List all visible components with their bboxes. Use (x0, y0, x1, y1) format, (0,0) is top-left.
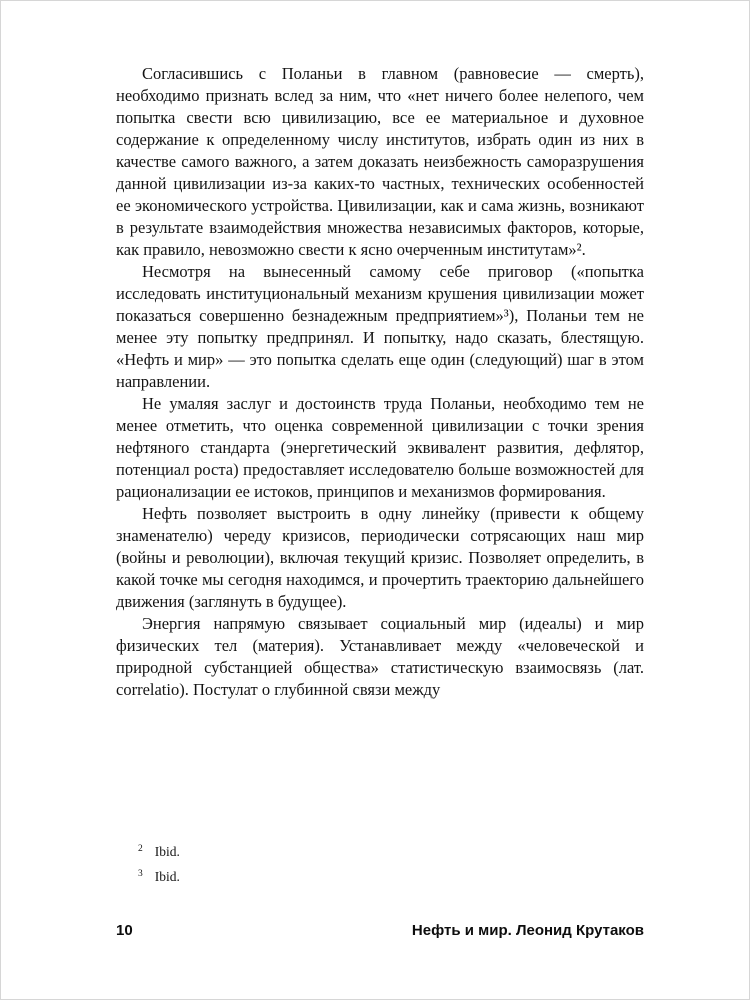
paragraph: Согласившись с Поланьи в главном (равновесие — смерть), необходимо признать вслед за ним, что «нет ничего более нелепого, чем попытка свести всю цивилизацию, все ее материальное и духовное содержание к определенному числу институтов, избрать один из них в качестве самого важного, а затем доказать неизбежность саморазрушения данной цивилизации из-за каких-то частных, технических особенностей ее экономического устройства. Цивилизации, как и сама жизнь, возникают в результате взаимодействия множества независимых факторов, которые, как правило, невозможно свести к ясно очерченным институтам»². (116, 64, 644, 259)
page-footer (116, 922, 644, 939)
footnote (116, 839, 644, 864)
footnote-marker: 2 (138, 843, 143, 854)
footnote-marker: 3 (138, 868, 143, 879)
paragraph: Энергия напрямую связывает социальный мир (идеалы) и мир физических тел (материя). Устанавливает между «человеческой и природной субстанцией общества» статистическую взаимосвязь (лат. correlatio). Постулат о глубинной связи между (116, 614, 644, 699)
footnote-text: Ibid. (154, 869, 180, 884)
page-number: 10 (116, 922, 133, 939)
running-title: Нефть и мир. Леонид Крутаков (411, 922, 644, 939)
paragraph: Нефть позволяет выстроить в одну линейку (привести к общему знаменателю) череду кризисов, периодически сотрясающих наш мир (войны и революции), включая текущий кризис. Позволяет определить, в какой точке мы сегодня находимся, и прочертить траекторию дальнейшего движения (заглянуть в будущее). (116, 504, 644, 611)
body-text-block (116, 63, 644, 701)
footnote (116, 864, 644, 889)
footnotes-block (116, 839, 644, 889)
footnote-text: Ibid. (154, 844, 180, 859)
paragraph: Не умаляя заслуг и достоинств труда Поланьи, необходимо тем не менее отметить, что оценка современной цивилизации с точки зрения нефтяного стандарта (энергетический эквивалент развития, дефлятор, потенциал роста) предоставляет исследователю больше возможностей для рационализации ее истоков, принципов и механизмов формирования. (116, 394, 644, 501)
paragraph: Несмотря на вынесенный самому себе приговор («попытка исследовать институциональный механизм крушения цивилизации может показаться совершенно безнадежным предприятием»³), Поланьи тем не менее эту попытку предпринял. И попытку, надо сказать, блестящую. «Нефть и мир» — это попытка сделать еще один (следующий) шаг в этом направлении. (116, 262, 644, 391)
